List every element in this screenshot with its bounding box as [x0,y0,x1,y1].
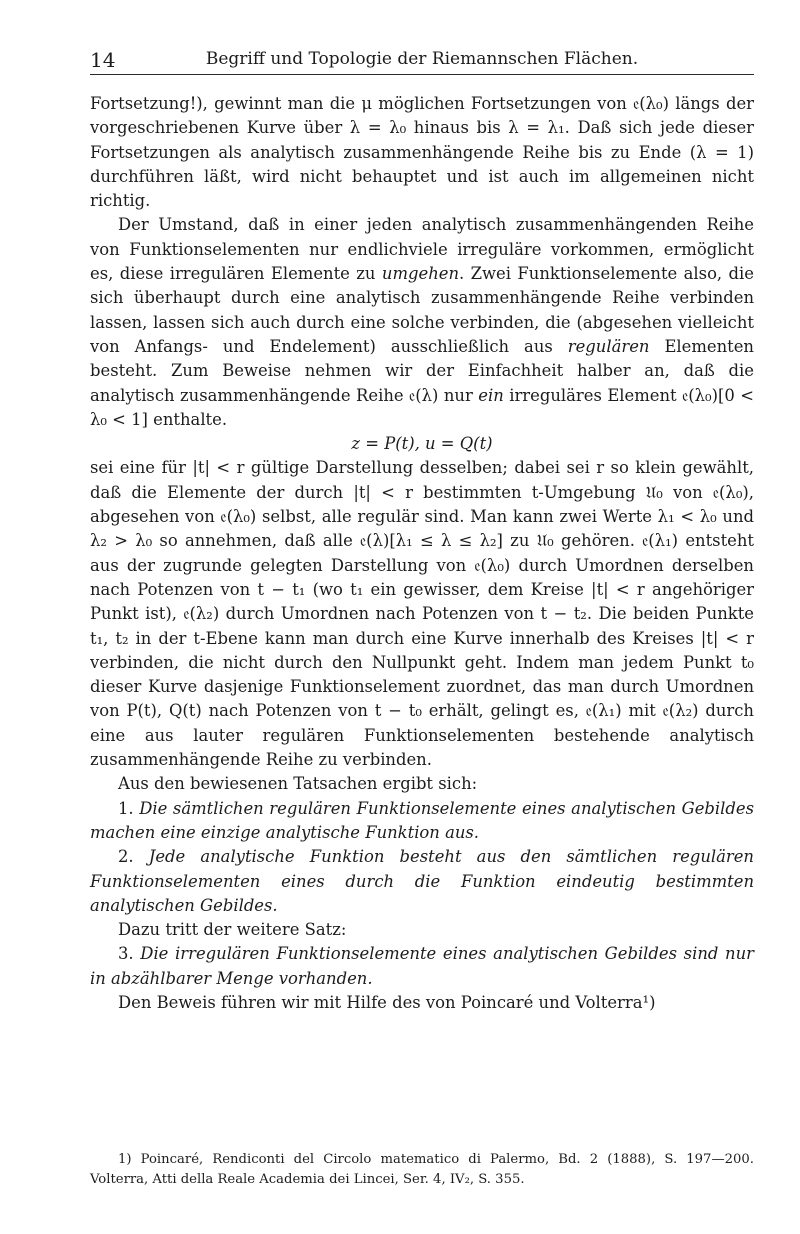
paragraph-4: Aus den bewiesenen Tatsachen ergibt sich: [118,774,478,794]
theorem-1-number: 1. [118,798,140,818]
theorem-3 [90,942,754,991]
p2-text-b: . Zwei Funktionselemente also, die sich überhaupt durch eine analytisch zusammenhängende Reihe verbinden lassen, lassen sich auch durch eine solche verbinden, die (abgesehen vielleicht von Anfangs- und Endelement) ausschließlich aus [90,264,754,356]
p2-text-c: Elementen besteht. Zum Beweise nehmen wir der Einfachheit halber an, daß die analytisch zusammenhängende Reihe 𝔢(λ) nur [90,336,754,405]
page-number: 14 [90,48,116,72]
theorem-1-text: Die sämtlichen regulären Funktionselemente eines analytischen Gebildes machen eine einzige analytische Funktion aus. [90,798,754,842]
formula: z = P(t), u = Q(t) [351,434,493,454]
paragraph-1: Fortsetzung!), gewinnt man die μ möglichen Fortsetzungen von 𝔢(λ₀) längs der vorgeschriebenen Kurve über λ = λ₀ hinaus bis λ = λ₁. Daß sich jede dieser Fortsetzungen als analytisch zusammenhängende Reihe bis zu Ende (λ = 1) durchführen läßt, wird nicht behauptet und ist auch im allgemeinen nicht richtig. [90,94,754,211]
p2-emphasis-regulaeren: regulären [567,336,650,356]
paragraph-2 [90,213,754,432]
theorem-2 [90,845,754,918]
theorem-3-text: Die irregulären Funktionselemente eines analytischen Gebildes sind nur in abzählbarer Menge vorhanden. [90,944,754,988]
paragraph-3: sei eine für |t| < r gültige Darstellung desselben; dabei sei r so klein gewählt, daß die Elemente der durch |t| < r bestimmten t-Umgebung 𝔘₀ von 𝔢(λ₀), abgesehen von 𝔢(λ₀) selbst, alle regulär sind. Man kann zwei Werte λ₁ < λ₀ und λ₂ > λ₀ so annehmen, daß alle 𝔢(λ)[λ₁ ≤ λ ≤ λ₂] zu 𝔘₀ gehören. 𝔢(λ₁) entsteht aus der zugrunde gelegten Darstellung von 𝔢(λ₀) durch Umordnen derselben nach Potenzen von t − t₁ (wo t₁ ein gewisser, dem Kreise |t| < r angehöriger Punkt ist), 𝔢(λ₂) durch Umordnen nach Potenzen von t − t₂. Die beiden Punkte t₁, t₂ in der t-Ebene kann man durch eine Kurve innerhalb des Kreises |t| < r verbinden, die nicht durch den Nullpunkt geht. Indem man jedem Punkt t₀ dieser Kurve dasjenige Funktionselement zuordnet, das man durch Umordnen von P(t), Q(t) nach Potenzen von t − t₀ erhält, gelingt es, 𝔢(λ₁) mit 𝔢(λ₂) durch eine aus lauter regulären Funktionselementen bestehende analytisch zusammenhängende Reihe zu verbinden. [90,458,754,770]
paragraph-5: Dazu tritt der weitere Satz: [118,920,347,940]
running-title: Begriff und Topologie der Riemannschen Flächen. [205,49,639,69]
page-header [90,48,754,75]
theorem-3-number: 3. [118,944,141,964]
theorem-2-text: Jede analytische Funktion besteht aus den sämtlichen regulären Funktionselementen eines durch die Funktion eindeutig bestimmten analytischen Gebildes. [90,847,754,915]
paragraph-6: Den Beweis führen wir mit Hilfe des von Poincaré und Volterra¹) [118,992,656,1012]
p2-text-d: irreguläres Element 𝔢(λ₀)[0 < λ₀ < 1] enthalte. [90,385,754,429]
p2-emphasis-umgehen: umgehen [381,264,460,284]
theorem-1 [90,797,754,846]
theorem-2-number: 2. [118,847,149,867]
body-text [90,92,754,1015]
p2-emphasis-ein: ein [478,385,504,405]
footnote-1: 1) Poincaré, Rendiconti del Circolo matematico di Palermo, Bd. 2 (1888), S. 197—200. Volterra, Atti della Reale Academia dei Lincei, Ser. 4, IV₂, S. 355. [90,1152,754,1187]
footnotes [90,1150,754,1190]
p2-text-a: Der Umstand, daß in einer jeden analytisch zusammenhängenden Reihe von Funktionselementen nur endlichviele irreguläre vorkommen, ermöglicht es, diese irregulären Elemente zu [90,215,754,284]
